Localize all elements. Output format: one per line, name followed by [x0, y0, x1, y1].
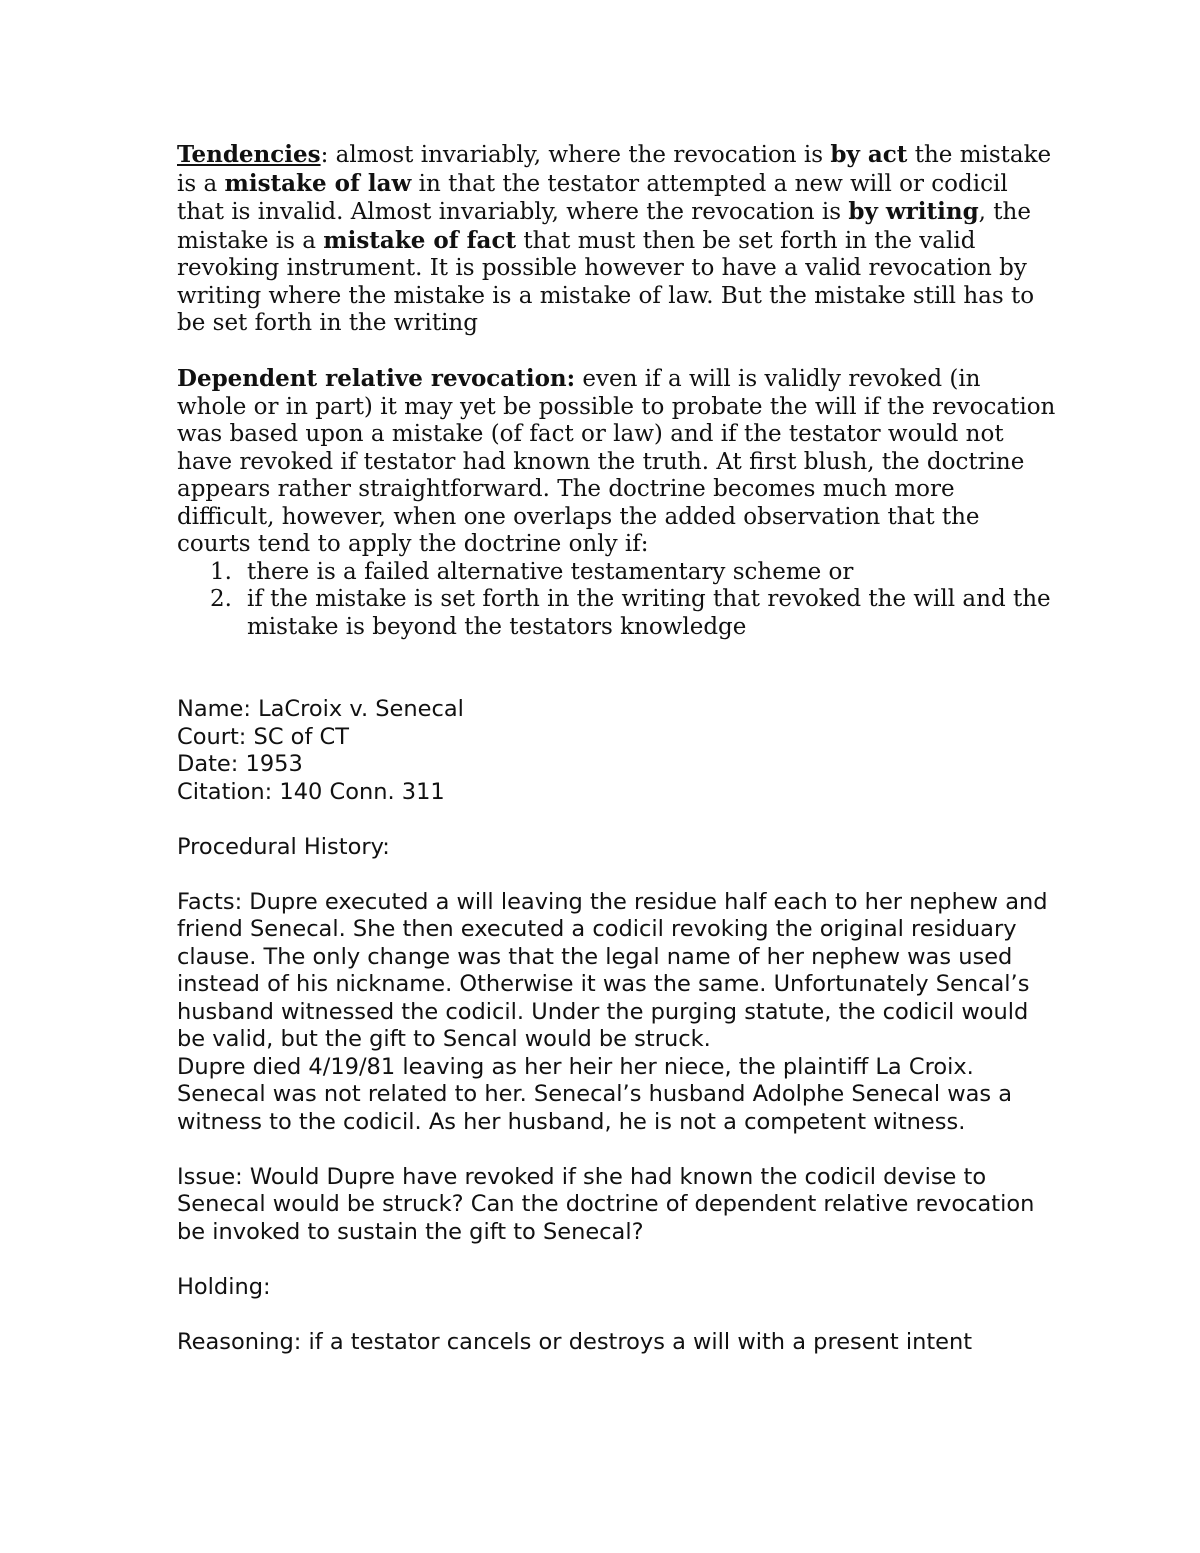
case-holding: Holding: [177, 1273, 271, 1300]
spacer [177, 641, 1057, 696]
case-court: Court: SC of CT [177, 723, 349, 750]
tendencies-paragraph: Tendencies: almost invariably, where the revocation is by act the mistake is a mistake of law in that the testator attempted a new will or codicil that is invalid. Almost invariably, where the revocation is by writing, the mistake is a mistake of fact that must then be set forth in the valid revoking instrument. It is possible however to have a valid revocation by writing where the mistake is a mistake of law. But the mistake still has to be set forth in the writing [177, 141, 1052, 336]
mistake-of-law-emphasis: mistake of law [224, 169, 412, 197]
list-item-text: there is a failed alternative testamentary scheme or [247, 558, 854, 585]
procedural-history: Procedural History: [177, 833, 390, 860]
case-reasoning: Reasoning: if a testator cancels or destroys a will with a present intent [177, 1328, 973, 1355]
case-brief [177, 696, 1057, 1356]
by-act-emphasis: by act [830, 141, 908, 168]
spacer [177, 861, 1057, 889]
list-item [177, 586, 1057, 641]
case-name: Name: LaCroix v. Senecal [177, 696, 464, 722]
case-issue: Issue: Would Dupre have revoked if she had known the codicil devise to Senecal would be struck? Can the doctrine of dependent relative revocation be invoked to sustain the gift to Senecal? [177, 1163, 1035, 1245]
case-date: Date: 1953 [177, 751, 303, 777]
list-item [177, 559, 1057, 587]
mistake-of-fact-emphasis: mistake of fact [323, 226, 517, 254]
spacer [177, 1246, 1057, 1274]
list-number: 2. [210, 586, 232, 612]
drr-label: Dependent relative revocation: [177, 365, 576, 392]
case-facts: Facts: Dupre executed a will leaving the residue half each to her nephew and friend Senecal. She then executed a codicil revoking the original residuary clause. The only change was that the legal name of her nephew was used instead of his nickname. Otherwise it was the same. Unfortunately Sencal’s husband witnessed the codicil. Under the purging statute, the codicil would be valid, but the gift to Sencal would be struck. [177, 888, 1048, 1052]
by-writing-emphasis: by writing [848, 198, 979, 225]
case-citation: Citation: 140 Conn. 311 [177, 778, 445, 805]
document-page [177, 141, 1057, 1356]
drr-paragraph: Dependent relative revocation: even if a will is validly revoked (in whole or in part) it may yet be possible to probate the will if the revocation was based upon a mistake (of fact or law) and if the testator would not have revoked if testator had known the truth. At first blush, the doctrine appears rather straightforward. The doctrine becomes much more difficult, however, when one overlaps the added observation that the courts tend to apply the doctrine only if: [177, 365, 1056, 557]
spacer [177, 806, 1057, 834]
tendencies-label: Tendencies [177, 141, 321, 168]
spacer [177, 1136, 1057, 1164]
list-item-text: if the mistake is set forth in the writing that revoked the will and the mistake is beyond the testators knowledge [247, 586, 1051, 640]
spacer [177, 1301, 1057, 1329]
conditions-list [177, 559, 1057, 642]
case-facts-continued: Dupre died 4/19/81 leaving as her heir her niece, the plaintiff La Croix. Senecal was not related to her. Senecal’s husband Adolphe Senecal was a witness to the codicil. As her husband, he is not a competent witness. [177, 1053, 1013, 1135]
list-number: 1. [210, 558, 232, 585]
spacer [177, 338, 1057, 366]
